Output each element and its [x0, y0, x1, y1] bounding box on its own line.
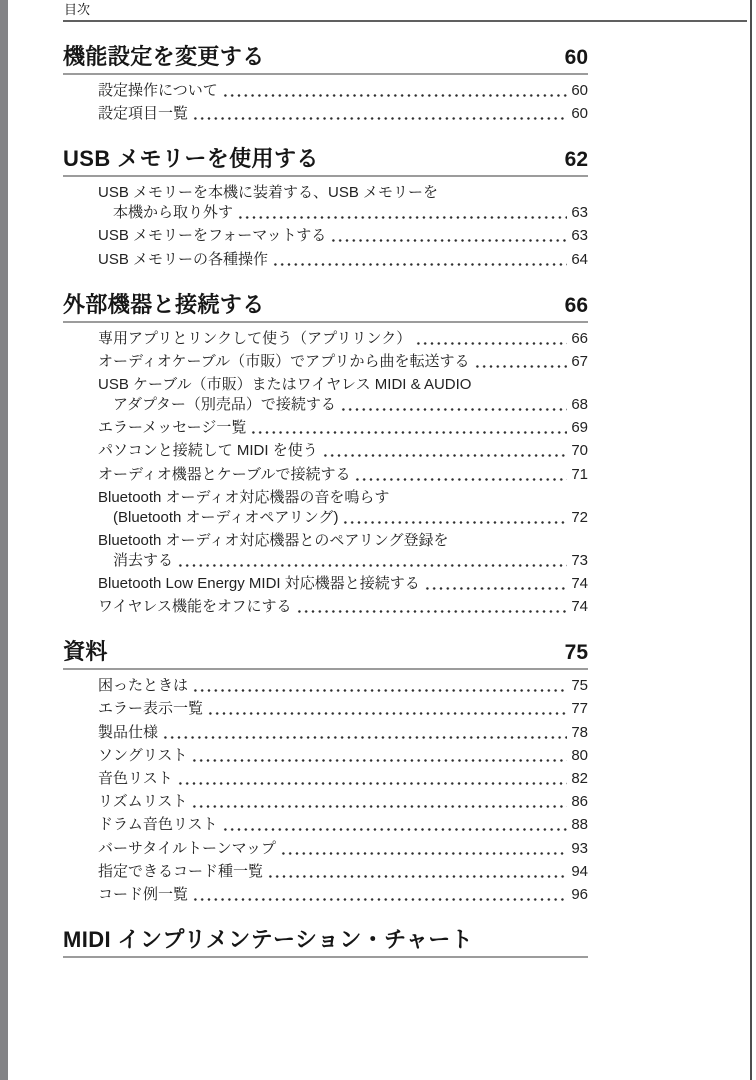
entry-page-number: 70 — [571, 442, 588, 460]
entry-title: オーディオ機器とケーブルで接続する — [98, 465, 351, 483]
dot-leader — [191, 746, 567, 766]
entry-title: USB メモリーをフォーマットする — [98, 227, 327, 245]
section-entries — [98, 81, 588, 124]
entry-title: USB メモリーを本機に装着する、USB メモリーを — [98, 184, 439, 202]
dot-leader — [296, 597, 567, 617]
toc-entry — [98, 375, 588, 415]
entry-title: Bluetooth オーディオ対応機器とのペアリング登録を — [98, 531, 449, 549]
section-heading — [63, 927, 588, 958]
entry-title: USB ケーブル（市販）またはワイヤレス MIDI & AUDIO — [98, 375, 472, 393]
entry-page-number: 86 — [571, 793, 588, 811]
toc-entry — [98, 676, 588, 696]
entry-page-number: 88 — [571, 816, 588, 834]
toc-entry — [98, 104, 588, 124]
dot-leader — [192, 885, 567, 905]
dot-leader — [267, 862, 567, 882]
entry-page-number: 78 — [571, 723, 588, 741]
section-heading — [63, 146, 588, 177]
toc-entry — [98, 885, 588, 905]
section-title: MIDI インプリメンテーション・チャート — [63, 926, 474, 952]
toc-entry — [98, 531, 588, 571]
entry-line — [98, 441, 588, 461]
entry-page-number: 67 — [571, 352, 588, 370]
entry-line — [98, 250, 588, 270]
toc-entry — [98, 250, 588, 270]
section-title: 資料 — [63, 639, 108, 665]
entry-line — [98, 723, 588, 743]
entry-title: ドラム音色リスト — [98, 816, 218, 834]
dot-leader — [237, 203, 567, 223]
entry-line — [98, 352, 588, 372]
entry-line — [98, 862, 588, 882]
toc-header — [63, 0, 747, 22]
dot-leader — [474, 352, 567, 372]
toc-entry — [98, 862, 588, 882]
toc-entry — [98, 226, 588, 246]
dot-leader — [191, 792, 567, 812]
toc-section — [63, 639, 588, 905]
entry-page-number: 77 — [571, 700, 588, 718]
entry-line — [98, 465, 588, 485]
entry-line — [98, 395, 588, 415]
entry-page-number: 82 — [571, 770, 588, 787]
entry-title: 設定項目一覧 — [98, 105, 189, 123]
dot-leader — [162, 723, 567, 743]
toc-sections — [63, 44, 588, 958]
entry-line — [98, 769, 588, 789]
entry-line — [98, 531, 588, 551]
toc-section — [63, 44, 588, 124]
section-title: 機能設定を変更する — [63, 44, 265, 69]
toc-entry — [98, 699, 588, 719]
toc-entry — [98, 441, 588, 461]
dot-leader — [250, 418, 567, 438]
section-entries — [98, 183, 588, 269]
toc-entry — [98, 418, 588, 438]
entry-line — [98, 792, 588, 812]
entry-line — [98, 104, 588, 124]
entry-title: 設定操作について — [98, 82, 218, 99]
entry-page-number: 74 — [571, 575, 588, 593]
dot-leader — [222, 815, 567, 835]
entry-title: 専用アプリとリンクして使う（アプリリンク） — [98, 329, 412, 347]
toc-entry — [98, 597, 588, 617]
entry-line — [98, 597, 588, 617]
entry-title: Bluetooth Low Energy MIDI 対応機器と接続する — [98, 575, 420, 593]
entry-title: エラーメッセージ一覧 — [98, 419, 247, 437]
entry-line — [98, 885, 588, 905]
dot-leader — [330, 226, 567, 246]
entry-page-number: 80 — [571, 746, 588, 764]
entry-title: エラー表示一覧 — [98, 700, 204, 718]
entry-title: 指定できるコード種一覧 — [98, 862, 264, 880]
entry-page-number: 69 — [571, 419, 588, 437]
dot-leader — [222, 81, 567, 101]
entry-line — [98, 839, 588, 859]
right-edge-rule — [750, 0, 752, 1080]
entry-page-number: 93 — [571, 839, 588, 857]
entry-line — [98, 676, 588, 696]
entry-title: USB メモリーの各種操作 — [98, 250, 269, 268]
dot-leader — [280, 839, 567, 859]
entry-line — [98, 226, 588, 246]
entry-title: ソングリスト — [98, 746, 188, 764]
section-title: USB メモリーを使用する — [63, 146, 319, 172]
dot-leader — [322, 441, 567, 461]
dot-leader — [272, 250, 567, 270]
entry-title: オーディオケーブル（市販）でアプリから曲を転送する — [98, 352, 470, 370]
entry-page-number: 63 — [571, 204, 588, 222]
toc-entry — [98, 574, 588, 594]
toc-entry — [98, 723, 588, 743]
toc-entry — [98, 488, 588, 528]
toc-section — [63, 927, 588, 958]
entry-title: パソコンと接続して MIDI を使う — [98, 442, 318, 460]
section-page-number: 66 — [564, 293, 588, 317]
entry-page-number: 73 — [571, 551, 588, 569]
entry-page-number: 74 — [571, 598, 588, 616]
entry-title: 消去する — [113, 551, 174, 569]
toc-entry — [98, 792, 588, 812]
entry-title: リズムリスト — [98, 793, 188, 811]
entry-line — [98, 183, 588, 203]
entry-title: 音色リスト — [98, 770, 173, 787]
toc-entry — [98, 839, 588, 859]
entry-title: アダプター（別売品）で接続する — [113, 395, 336, 413]
section-page-number: 75 — [564, 641, 588, 665]
toc-section — [63, 292, 588, 618]
section-entries — [98, 329, 588, 618]
toc-content — [63, 0, 588, 964]
dot-leader — [415, 329, 567, 349]
section-heading — [63, 639, 588, 670]
section-heading — [63, 292, 588, 323]
dot-leader — [207, 699, 567, 719]
entry-line — [98, 488, 588, 508]
toc-entry — [98, 746, 588, 766]
toc-entry — [98, 183, 588, 223]
dot-leader — [354, 465, 567, 485]
entry-line — [98, 375, 588, 395]
entry-line — [98, 574, 588, 594]
entry-page-number: 63 — [571, 227, 588, 245]
entry-page-number: 96 — [571, 885, 588, 903]
entry-page-number: 68 — [571, 395, 588, 413]
section-title: 外部機器と接続する — [63, 291, 265, 317]
entry-line — [98, 203, 588, 223]
section-page-number: 60 — [564, 46, 588, 69]
toc-entry — [98, 352, 588, 372]
entry-page-number: 72 — [571, 508, 588, 526]
toc-entry — [98, 329, 588, 349]
entry-line — [98, 746, 588, 766]
entry-line — [98, 329, 588, 349]
entry-title: 製品仕様 — [98, 723, 159, 741]
entry-page-number: 94 — [571, 862, 588, 880]
entry-page-number: 66 — [571, 329, 588, 347]
entry-line — [98, 418, 588, 438]
entry-page-number: 75 — [571, 677, 588, 695]
entry-line — [98, 81, 588, 101]
entry-title: バーサタイルトーンマップ — [98, 839, 277, 857]
entry-line — [98, 508, 588, 528]
entry-title: ワイヤレス機能をオフにする — [98, 598, 292, 616]
toc-section — [63, 146, 588, 269]
entry-title: (Bluetooth オーディオペアリング) — [113, 508, 339, 526]
entry-page-number: 64 — [571, 250, 588, 268]
entry-title: Bluetooth オーディオ対応機器の音を鳴らす — [98, 488, 390, 506]
entry-page-number: 71 — [571, 465, 588, 483]
dot-leader — [340, 395, 567, 415]
toc-entry — [98, 465, 588, 485]
toc-entry — [98, 81, 588, 101]
toc-entry — [98, 769, 588, 789]
dot-leader — [177, 551, 567, 571]
toc-entry — [98, 815, 588, 835]
entry-line — [98, 699, 588, 719]
dot-leader — [342, 508, 567, 528]
entry-line — [98, 815, 588, 835]
entry-page-number: 60 — [571, 82, 588, 99]
toc-header-label: 目次 — [64, 2, 91, 17]
section-heading — [63, 44, 588, 75]
section-entries — [98, 676, 588, 905]
section-page-number: 62 — [564, 148, 588, 172]
entry-page-number: 60 — [571, 105, 588, 123]
left-spine-bar — [0, 0, 8, 1080]
dot-leader — [424, 574, 567, 594]
dot-leader — [192, 676, 567, 696]
entry-title: コード例一覧 — [98, 885, 189, 903]
entry-title: 本機から取り外す — [113, 204, 234, 222]
entry-title: 困ったときは — [98, 677, 189, 695]
dot-leader — [192, 104, 567, 124]
dot-leader — [177, 769, 567, 789]
entry-line — [98, 551, 588, 571]
